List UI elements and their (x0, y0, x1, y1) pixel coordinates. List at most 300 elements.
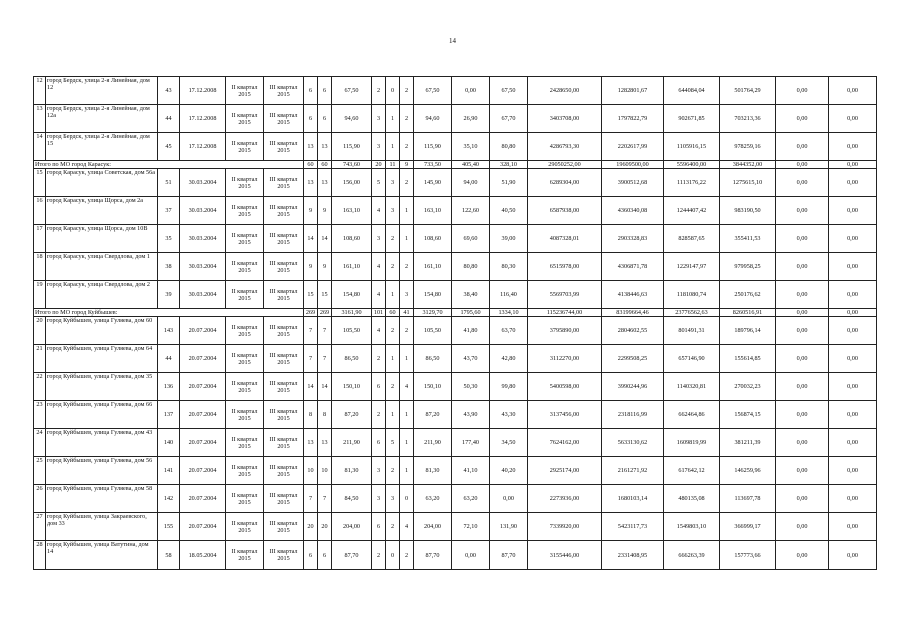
apt-total: 20 (372, 161, 386, 169)
house-id: 51 (158, 169, 180, 197)
apt-total: 4 (372, 253, 386, 281)
sq-total: 87,70 (414, 541, 452, 570)
date-cell: 20.07.2004 (180, 429, 226, 457)
funding-3: 156874,15 (720, 401, 776, 429)
count-2: 10 (318, 457, 332, 485)
cost-cell: 6587938,00 (528, 197, 602, 225)
sq-b: 40,50 (490, 197, 528, 225)
date-cell: 17.12.2008 (180, 105, 226, 133)
sq-total: 115,90 (414, 133, 452, 161)
apt-total: 2 (372, 77, 386, 105)
funding-1: 83199664,46 (602, 309, 664, 317)
funding-2: 902671,85 (664, 105, 720, 133)
start-quarter: II квартал 2015 (226, 133, 264, 161)
table-row (34, 253, 877, 281)
count-1: 9 (304, 197, 318, 225)
cost-cell: 7339920,00 (528, 513, 602, 541)
count-2: 6 (318, 541, 332, 570)
row-number: 14 (34, 133, 46, 161)
funding-2: 657146,90 (664, 345, 720, 373)
apt-b: 4 (400, 513, 414, 541)
zero-1: 0,00 (776, 401, 829, 429)
funding-3: 189796,14 (720, 317, 776, 345)
zero-1: 0,00 (776, 77, 829, 105)
end-quarter: III квартал 2015 (264, 541, 304, 570)
table-row (34, 133, 877, 161)
address-cell: город Бердск, улица 2-я Линейная, дом 15 (46, 133, 158, 161)
area-cell: 211,90 (332, 429, 372, 457)
end-quarter: III квартал 2015 (264, 485, 304, 513)
area-cell: 87,20 (332, 401, 372, 429)
apt-a: 2 (386, 225, 400, 253)
sq-b: 43,30 (490, 401, 528, 429)
funding-3: 8260516,91 (720, 309, 776, 317)
zero-2: 0,00 (829, 541, 877, 570)
row-number: 13 (34, 105, 46, 133)
end-quarter: III квартал 2015 (264, 169, 304, 197)
house-id: 58 (158, 541, 180, 570)
apt-total: 4 (372, 281, 386, 309)
sq-total: 204,00 (414, 513, 452, 541)
count-1: 13 (304, 169, 318, 197)
row-number: 12 (34, 77, 46, 105)
house-id: 37 (158, 197, 180, 225)
funding-3: 381211,39 (720, 429, 776, 457)
funding-1: 2299508,25 (602, 345, 664, 373)
apt-total: 2 (372, 401, 386, 429)
area-cell: 87,70 (332, 541, 372, 570)
apt-b: 9 (400, 161, 414, 169)
row-number: 19 (34, 281, 46, 309)
sq-b: 51,90 (490, 169, 528, 197)
count-1: 13 (304, 429, 318, 457)
count-2: 60 (318, 161, 332, 169)
row-number: 26 (34, 485, 46, 513)
funding-3: 366999,17 (720, 513, 776, 541)
count-1: 14 (304, 225, 318, 253)
end-quarter: III квартал 2015 (264, 513, 304, 541)
apt-a: 2 (386, 373, 400, 401)
zero-1: 0,00 (776, 253, 829, 281)
row-number: 16 (34, 197, 46, 225)
area-cell: 3161,90 (332, 309, 372, 317)
date-cell: 20.07.2004 (180, 373, 226, 401)
sq-b: 40,20 (490, 457, 528, 485)
sq-a: 1795,60 (452, 309, 490, 317)
start-quarter: II квартал 2015 (226, 169, 264, 197)
count-1: 10 (304, 457, 318, 485)
table-row (34, 317, 877, 345)
sq-total: 733,50 (414, 161, 452, 169)
area-cell: 108,60 (332, 225, 372, 253)
apt-total: 3 (372, 225, 386, 253)
zero-2: 0,00 (829, 373, 877, 401)
sq-b: 67,70 (490, 105, 528, 133)
apt-b: 1 (400, 225, 414, 253)
date-cell: 20.07.2004 (180, 457, 226, 485)
apt-a: 0 (386, 541, 400, 570)
funding-1: 2903328,83 (602, 225, 664, 253)
area-cell: 204,00 (332, 513, 372, 541)
funding-3: 703213,36 (720, 105, 776, 133)
sq-a: 122,60 (452, 197, 490, 225)
sq-b: 0,00 (490, 485, 528, 513)
apt-total: 101 (372, 309, 386, 317)
zero-1: 0,00 (776, 105, 829, 133)
funding-2: 801491,31 (664, 317, 720, 345)
zero-2: 0,00 (829, 281, 877, 309)
zero-1: 0,00 (776, 485, 829, 513)
address-cell: город Карасук, улица Свердлова, дом 2 (46, 281, 158, 309)
subtotal-label: Итого по МО город Куйбышев: (34, 309, 304, 317)
funding-1: 5423117,73 (602, 513, 664, 541)
count-2: 6 (318, 77, 332, 105)
cost-cell: 3155446,00 (528, 541, 602, 570)
apt-b: 2 (400, 253, 414, 281)
address-cell: город Куйбышев, улица Гуляева, дом 56 (46, 457, 158, 485)
row-number: 17 (34, 225, 46, 253)
table-row (34, 401, 877, 429)
table-row (34, 541, 877, 570)
cost-cell: 6515978,00 (528, 253, 602, 281)
funding-1: 2202617,99 (602, 133, 664, 161)
house-id: 44 (158, 105, 180, 133)
apt-total: 6 (372, 429, 386, 457)
count-1: 20 (304, 513, 318, 541)
address-cell: город Бердск, улица 2-я Линейная, дом 12а (46, 105, 158, 133)
cost-cell: 115236744,00 (528, 309, 602, 317)
count-1: 7 (304, 485, 318, 513)
zero-1: 0,00 (776, 225, 829, 253)
funding-2: 1140320,81 (664, 373, 720, 401)
apt-b: 0 (400, 485, 414, 513)
address-cell: город Куйбышев, улица Гуляева, дом 58 (46, 485, 158, 513)
apt-a: 0 (386, 77, 400, 105)
zero-1: 0,00 (776, 317, 829, 345)
end-quarter: III квартал 2015 (264, 133, 304, 161)
sq-total: 154,80 (414, 281, 452, 309)
zero-1: 0,00 (776, 373, 829, 401)
date-cell: 20.07.2004 (180, 485, 226, 513)
apt-b: 3 (400, 281, 414, 309)
row-number: 22 (34, 373, 46, 401)
apt-total: 5 (372, 169, 386, 197)
table-row (34, 429, 877, 457)
end-quarter: III квартал 2015 (264, 373, 304, 401)
house-id: 140 (158, 429, 180, 457)
apt-b: 2 (400, 77, 414, 105)
apt-a: 11 (386, 161, 400, 169)
address-cell: город Куйбышев, улица Гуляева, дом 66 (46, 401, 158, 429)
funding-2: 480135,08 (664, 485, 720, 513)
sq-b: 42,80 (490, 345, 528, 373)
start-quarter: II квартал 2015 (226, 317, 264, 345)
zero-2: 0,00 (829, 169, 877, 197)
address-cell: город Куйбышев, улица Гуляева, дом 35 (46, 373, 158, 401)
apt-total: 3 (372, 105, 386, 133)
sq-a: 0,00 (452, 77, 490, 105)
funding-1: 4360340,08 (602, 197, 664, 225)
apt-a: 1 (386, 105, 400, 133)
zero-1: 0,00 (776, 197, 829, 225)
funding-2: 5596400,00 (664, 161, 720, 169)
funding-3: 979958,25 (720, 253, 776, 281)
count-2: 7 (318, 317, 332, 345)
apt-a: 2 (386, 513, 400, 541)
sq-total: 3129,70 (414, 309, 452, 317)
zero-1: 0,00 (776, 309, 829, 317)
sq-a: 94,00 (452, 169, 490, 197)
cost-cell: 3403708,00 (528, 105, 602, 133)
date-cell: 30.03.2004 (180, 281, 226, 309)
sq-a: 63,20 (452, 485, 490, 513)
zero-2: 0,00 (829, 197, 877, 225)
sq-b: 80,30 (490, 253, 528, 281)
start-quarter: II квартал 2015 (226, 513, 264, 541)
count-2: 7 (318, 485, 332, 513)
sq-a: 0,00 (452, 541, 490, 570)
count-2: 9 (318, 253, 332, 281)
apt-b: 41 (400, 309, 414, 317)
row-number: 25 (34, 457, 46, 485)
start-quarter: II квартал 2015 (226, 429, 264, 457)
table-row (34, 105, 877, 133)
cost-cell: 7624162,00 (528, 429, 602, 457)
count-2: 14 (318, 373, 332, 401)
house-id: 136 (158, 373, 180, 401)
funding-1: 5633130,62 (602, 429, 664, 457)
zero-2: 0,00 (829, 161, 877, 169)
count-1: 15 (304, 281, 318, 309)
area-cell: 67,50 (332, 77, 372, 105)
address-cell: город Карасук, улица Щорса, дом 2а (46, 197, 158, 225)
funding-3: 155614,85 (720, 345, 776, 373)
funding-3: 157773,66 (720, 541, 776, 570)
start-quarter: II квартал 2015 (226, 77, 264, 105)
end-quarter: III квартал 2015 (264, 77, 304, 105)
funding-2: 666263,39 (664, 541, 720, 570)
apt-b: 2 (400, 169, 414, 197)
apt-a: 3 (386, 169, 400, 197)
count-2: 7 (318, 345, 332, 373)
funding-2: 1113176,22 (664, 169, 720, 197)
funding-3: 113697,78 (720, 485, 776, 513)
count-2: 269 (318, 309, 332, 317)
apt-a: 2 (386, 317, 400, 345)
zero-1: 0,00 (776, 513, 829, 541)
funding-3: 250176,62 (720, 281, 776, 309)
table-row (34, 513, 877, 541)
count-1: 7 (304, 317, 318, 345)
row-number: 18 (34, 253, 46, 281)
row-number: 24 (34, 429, 46, 457)
zero-2: 0,00 (829, 457, 877, 485)
funding-2: 1609819,99 (664, 429, 720, 457)
apt-a: 3 (386, 485, 400, 513)
sq-a: 41,80 (452, 317, 490, 345)
count-2: 13 (318, 133, 332, 161)
address-cell: город Куйбышев, улица Гуляева, дом 60 (46, 317, 158, 345)
funding-3: 146259,96 (720, 457, 776, 485)
zero-1: 0,00 (776, 281, 829, 309)
count-1: 6 (304, 105, 318, 133)
sq-a: 50,30 (452, 373, 490, 401)
zero-1: 0,00 (776, 429, 829, 457)
cost-cell: 5569703,99 (528, 281, 602, 309)
sq-total: 81,30 (414, 457, 452, 485)
cost-cell: 5400598,00 (528, 373, 602, 401)
count-2: 9 (318, 197, 332, 225)
apt-total: 3 (372, 485, 386, 513)
count-1: 6 (304, 541, 318, 570)
cost-cell: 4286793,30 (528, 133, 602, 161)
cost-cell: 2925174,00 (528, 457, 602, 485)
sq-a: 80,80 (452, 253, 490, 281)
cost-cell: 3795890,00 (528, 317, 602, 345)
sq-total: 145,90 (414, 169, 452, 197)
area-cell: 86,50 (332, 345, 372, 373)
area-cell: 115,90 (332, 133, 372, 161)
sq-total: 105,50 (414, 317, 452, 345)
row-number: 20 (34, 317, 46, 345)
area-cell: 163,10 (332, 197, 372, 225)
subtotal-row (34, 161, 877, 169)
sq-b: 99,80 (490, 373, 528, 401)
table-row (34, 373, 877, 401)
start-quarter: II квартал 2015 (226, 105, 264, 133)
house-id: 44 (158, 345, 180, 373)
apt-total: 6 (372, 373, 386, 401)
funding-1: 1680103,14 (602, 485, 664, 513)
date-cell: 20.07.2004 (180, 401, 226, 429)
zero-2: 0,00 (829, 401, 877, 429)
apt-total: 4 (372, 197, 386, 225)
zero-1: 0,00 (776, 345, 829, 373)
zero-2: 0,00 (829, 429, 877, 457)
sq-b: 1334,10 (490, 309, 528, 317)
funding-2: 1549803,10 (664, 513, 720, 541)
row-number: 23 (34, 401, 46, 429)
funding-1: 2161271,92 (602, 457, 664, 485)
date-cell: 20.07.2004 (180, 317, 226, 345)
end-quarter: III квартал 2015 (264, 105, 304, 133)
table-row (34, 281, 877, 309)
count-2: 13 (318, 169, 332, 197)
funding-1: 2318116,99 (602, 401, 664, 429)
date-cell: 20.07.2004 (180, 513, 226, 541)
house-id: 35 (158, 225, 180, 253)
funding-2: 23776562,63 (664, 309, 720, 317)
apt-total: 4 (372, 317, 386, 345)
sq-total: 211,90 (414, 429, 452, 457)
sq-a: 41,10 (452, 457, 490, 485)
row-number: 27 (34, 513, 46, 541)
sq-b: 328,10 (490, 161, 528, 169)
house-id: 39 (158, 281, 180, 309)
end-quarter: III квартал 2015 (264, 317, 304, 345)
address-cell: город Карасук, улица Свердлова, дом 1 (46, 253, 158, 281)
sq-a: 43,90 (452, 401, 490, 429)
sq-b: 87,70 (490, 541, 528, 570)
sq-total: 63,20 (414, 485, 452, 513)
date-cell: 30.03.2004 (180, 225, 226, 253)
apt-b: 2 (400, 133, 414, 161)
sq-a: 26,90 (452, 105, 490, 133)
area-cell: 94,60 (332, 105, 372, 133)
sq-total: 87,20 (414, 401, 452, 429)
funding-2: 644084,04 (664, 77, 720, 105)
funding-1: 3900512,68 (602, 169, 664, 197)
apt-a: 1 (386, 281, 400, 309)
address-cell: город Карасук, улица Щорса, дом 10В (46, 225, 158, 253)
sq-total: 163,10 (414, 197, 452, 225)
address-cell: город Куйбышев, улица Гуляева, дом 43 (46, 429, 158, 457)
count-1: 60 (304, 161, 318, 169)
apt-a: 1 (386, 345, 400, 373)
page-number: 14 (449, 37, 456, 45)
apt-a: 1 (386, 401, 400, 429)
funding-3: 1275615,10 (720, 169, 776, 197)
sq-total: 108,60 (414, 225, 452, 253)
zero-2: 0,00 (829, 133, 877, 161)
area-cell: 743,60 (332, 161, 372, 169)
sq-a: 35,10 (452, 133, 490, 161)
start-quarter: II квартал 2015 (226, 541, 264, 570)
apt-b: 2 (400, 317, 414, 345)
sq-b: 39,00 (490, 225, 528, 253)
apt-a: 60 (386, 309, 400, 317)
apt-a: 2 (386, 253, 400, 281)
sq-b: 34,50 (490, 429, 528, 457)
sq-total: 161,10 (414, 253, 452, 281)
date-cell: 18.05.2004 (180, 541, 226, 570)
funding-1: 1797822,79 (602, 105, 664, 133)
apt-b: 1 (400, 345, 414, 373)
subtotal-label: Итого по МО город Карасук: (34, 161, 304, 169)
sq-a: 405,40 (452, 161, 490, 169)
start-quarter: II квартал 2015 (226, 485, 264, 513)
row-number: 15 (34, 169, 46, 197)
cost-cell: 3112270,00 (528, 345, 602, 373)
sq-a: 72,10 (452, 513, 490, 541)
end-quarter: III квартал 2015 (264, 225, 304, 253)
count-1: 269 (304, 309, 318, 317)
zero-2: 0,00 (829, 77, 877, 105)
cost-cell: 2428650,00 (528, 77, 602, 105)
sq-a: 43,70 (452, 345, 490, 373)
table-row (34, 197, 877, 225)
count-1: 8 (304, 401, 318, 429)
area-cell: 81,30 (332, 457, 372, 485)
apt-b: 2 (400, 541, 414, 570)
sq-a: 177,40 (452, 429, 490, 457)
funding-1: 1282801,67 (602, 77, 664, 105)
sq-total: 86,50 (414, 345, 452, 373)
zero-2: 0,00 (829, 225, 877, 253)
funding-2: 662464,86 (664, 401, 720, 429)
apt-total: 3 (372, 133, 386, 161)
funding-1: 4306871,78 (602, 253, 664, 281)
cost-cell: 6289304,00 (528, 169, 602, 197)
sq-b: 131,90 (490, 513, 528, 541)
housing-program-table (33, 76, 877, 570)
zero-2: 0,00 (829, 485, 877, 513)
apt-b: 2 (400, 105, 414, 133)
house-id: 155 (158, 513, 180, 541)
funding-1: 2331408,95 (602, 541, 664, 570)
zero-1: 0,00 (776, 169, 829, 197)
count-2: 13 (318, 429, 332, 457)
